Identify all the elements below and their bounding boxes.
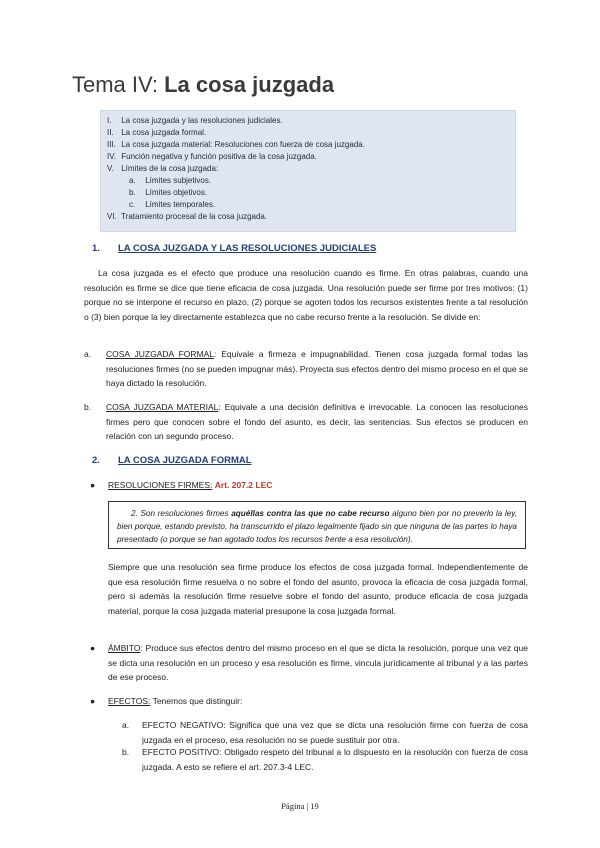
page-title [72,68,334,102]
paragraph: Siempre que una resolución sea firme produce los efectos de cosa juzgada formal. Independientemente de que esa resolución firme resuelva o no sobre el fondo del asunto, provoca la eficacia de cosa juzgada formal, pero si además la resolución firme resuelve sobre el fondo del asunto, produce eficacia de cosa juzgada material, porque la cosa juzgada material presupone la cosa juzgada formal. [108,562,528,616]
list-item: a. COSA JUZGADA FORMAL: Equivale a firmeza e impugnabilidad. Tienen cosa juzgada formal todas las resoluciones firmes (no se pueden impugnar más). Proyecta sus efectos dentro del mismo proceso en el que se haya dictado la resolución. [84,349,528,388]
toc-subitem: b. Límites objetivos. [129,188,208,197]
section-heading: 2. LA COSA JUZGADA FORMAL [92,455,252,466]
legal-quote-box: 2. Son resoluciones firmes aquéllas contra las que no cabe recurso alguno bien por no preverlo la ley, bien porque, estando previsto, ha transcurrido el plazo legalmente fijado sin que ninguna de las partes lo haya presentado (o porque se han agotado todos los recursos frente a esa resolución). [108,501,526,549]
title-main: La cosa juzgada [164,72,335,97]
toc-item: VI. Tratamiento procesal de la cosa juzgada. [107,212,268,221]
list-item: b. COSA JUZGADA MATERIAL: Equivale a una decisión definitiva e irrevocable. La conocen las resoluciones firmes pero que conocen sobre el fondo del asunto, es decir, las sentencias. Sus efectos se producen en relación con un segundo proceso. [84,402,528,441]
list-term: COSA JUZGADA MATERIAL [106,402,219,412]
bullet-term: EFECTOS: [108,696,151,706]
toc-item: III. La cosa juzgada material: Resoluciones con fuerza de cosa juzgada. [107,140,365,149]
article-reference: Art. 207.2 LEC [214,480,273,490]
toc-item: IV. Función negativa y función positiva de la cosa juzgada. [107,152,317,161]
effect-item: b. EFECTO POSITIVO: Obligado respeto del tribunal a lo dispuesto en la resolución con fuerza de cosa juzgada. A esto se refiere el art. 207.3-4 LEC. [122,747,528,772]
effect-term: EFECTO POSITIVO [142,747,220,757]
bullet-item: ● ÁMBITO: Produce sus efectos dentro del mismo proceso en el que se dicta la resolución, porque una vez que se dicta una resolución en un proceso y esa resolución es firme, vincula jurídicamente al tribunal y a las partes de ese proceso. [90,643,528,682]
title-prefix: Tema IV: [72,72,165,97]
toc-item: II. La cosa juzgada formal. [107,128,207,137]
bullet-term: ÁMBITO [108,643,141,653]
bullet-item [84,478,528,493]
list-term: COSA JUZGADA FORMAL [106,349,214,359]
toc-item: V. Límites de la cosa juzgada: [107,164,219,173]
table-of-contents [100,110,516,232]
toc-subitem: a. Límites subjetivos. [129,176,212,185]
section-heading: 1. LA COSA JUZGADA Y LAS RESOLUCIONES JUDICIALES [92,243,377,254]
bullet-term: RESOLUCIONES FIRMES: [108,480,213,490]
section-intro-paragraph: La cosa juzgada es el efecto que produce una resolución cuando es firme. En otras palabras, cuando una resolución es firme se dice que tiene eficacia de cosa juzgada. Una resolución puede ser firme por tres motivos: (1) porque no se interpone el recurso en plazo, (2) porque se agoten todos los recursos existentes frente a tal resolución o (3) bien porque la ley directamente establezca que no cabe recurso frente a la resolución. Se divide en: [84,268,528,322]
bullet-icon: ● [90,480,96,490]
effect-term: EFECTO NEGATIVO [142,720,224,730]
page-number: Página | 19 [281,801,319,811]
toc-item: I. La cosa juzgada y las resoluciones judiciales. [107,116,283,125]
effect-item: a. EFECTO NEGATIVO: Significa que una vez que se dicta una resolución firme con fuerza de cosa juzgada en el proceso, esa resolución no se puede sustituir por otra. [122,720,528,745]
toc-subitem: c. Límites temporales. [129,200,216,209]
bullet-item: ● EFECTOS: Tenemos que distinguir: [84,694,528,709]
bullet-icon: ● [90,696,96,706]
bullet-icon: ● [90,643,96,653]
